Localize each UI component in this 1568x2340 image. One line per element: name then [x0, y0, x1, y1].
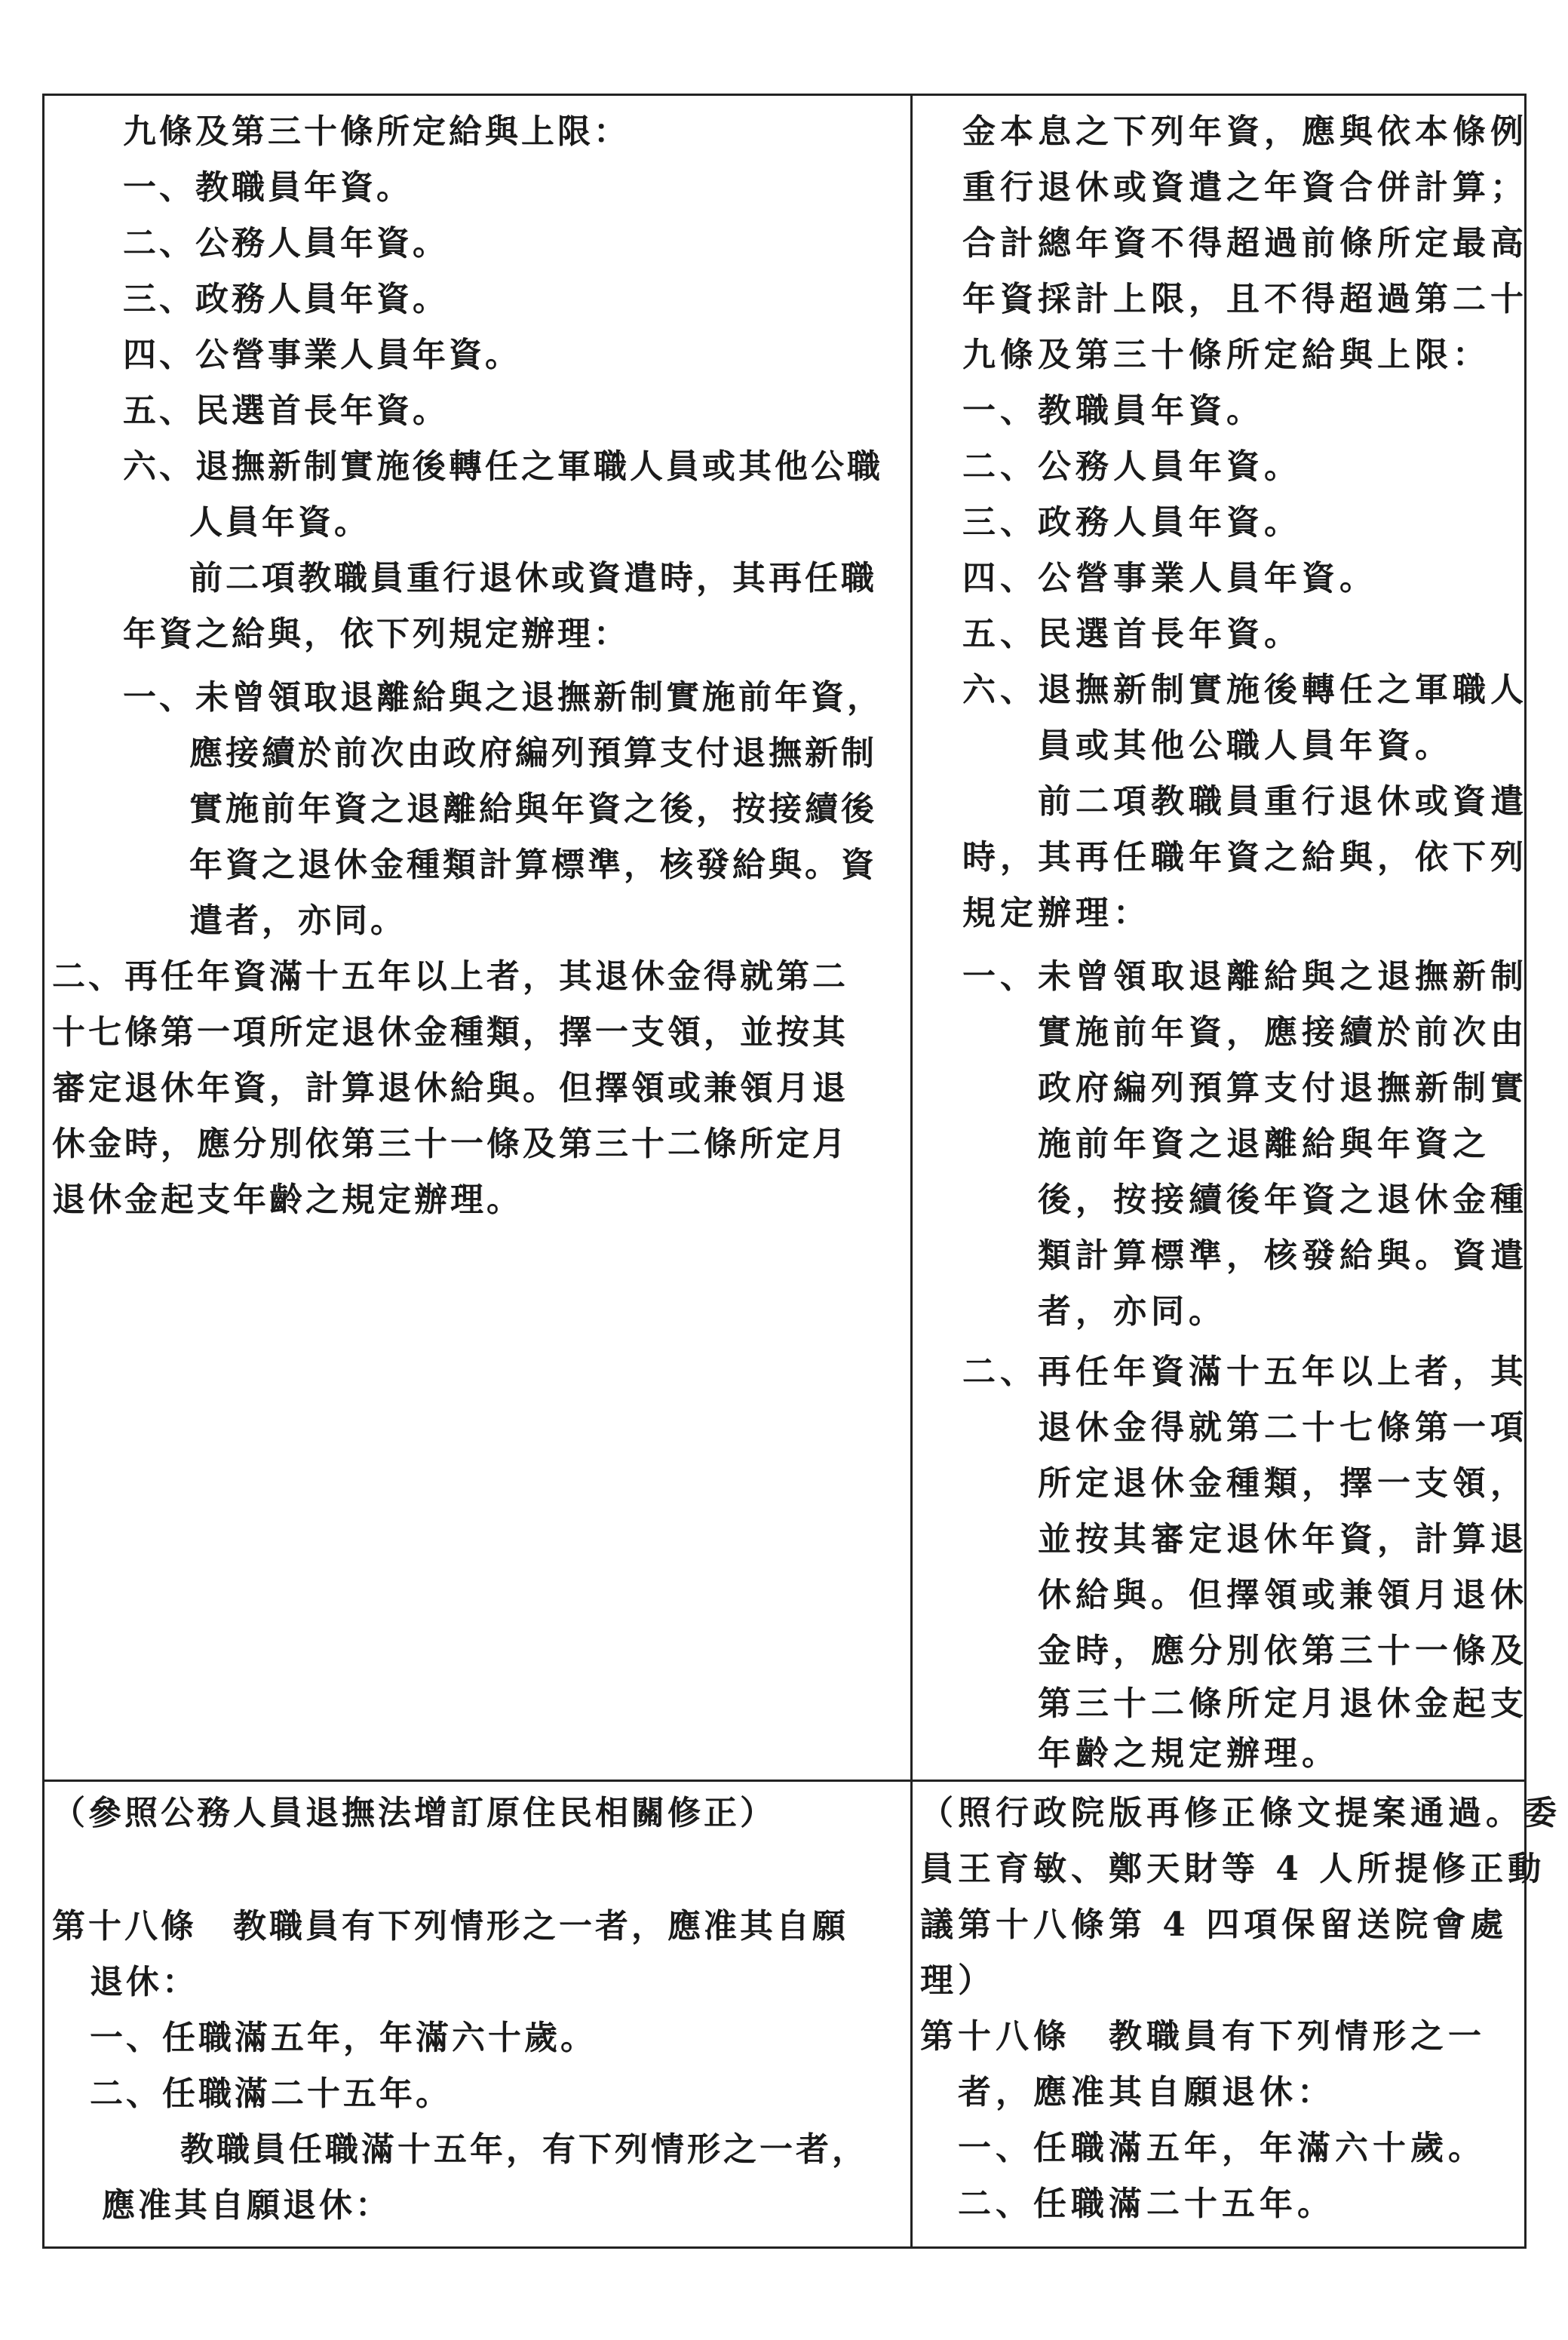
text-line: 九條及第三十條所定給與上限：: [962, 336, 1490, 374]
text-line: 退休金起支年齡之規定辦理。: [52, 1181, 523, 1219]
text-line: 者，亦同。: [1038, 1292, 1226, 1331]
text-line: 年資之給與，依下列規定辦理：: [123, 615, 630, 653]
right-top-cell: [913, 96, 1527, 1780]
text-line: 一、教職員年資。: [123, 168, 413, 207]
text-line: 規定辦理：: [962, 894, 1151, 932]
reference-note: （參照公務人員退撫法增訂原住民相關修正）: [52, 1794, 776, 1832]
text-line: 金本息之下列年資，應與依本條例: [962, 112, 1528, 151]
text-line: 退休：: [90, 1963, 198, 2001]
text-line: 者，應准其自願退休：: [958, 2073, 1335, 2111]
text-line: 金時，應分別依第三十一條及: [1038, 1632, 1528, 1670]
text-line: 一、教職員年資。: [962, 392, 1264, 430]
left-top-cell: [44, 96, 910, 1780]
text-line: 四、公營事業人員年資。: [123, 336, 521, 374]
text-line: 一、任職滿五年，年滿六十歲。: [90, 2019, 597, 2057]
text-line: 一、任職滿五年，年滿六十歲。: [958, 2129, 1486, 2167]
text-line: 年齡之規定辦理。: [1038, 1734, 1339, 1773]
text-line: 二、公務人員年資。: [123, 224, 449, 263]
text-line: 二、再任年資滿十五年以上者，其退休金得就第二: [52, 957, 848, 996]
text-line: 應接續於前次由政府編列預算支付退撫新制: [189, 734, 877, 772]
text-line: 類計算標準，核發給與。資遣: [1038, 1236, 1528, 1275]
text-line: 員或其他公職人員年資。: [1038, 726, 1453, 765]
right-bottom-cell: [913, 1782, 1561, 2251]
text-line: 第三十二條所定月退休金起支: [1038, 1684, 1528, 1723]
text-line: 所定退休金種類，擇一支領，: [1038, 1464, 1528, 1503]
text-line: 一、未曾領取退離給與之退撫新制: [962, 957, 1528, 996]
text-line: 政府編列預算支付退撫新制實: [1038, 1069, 1528, 1107]
text-line: 合計總年資不得超過前條所定最高: [962, 224, 1528, 263]
text-line: 年資採計上限，且不得超過第二十: [962, 280, 1528, 318]
text-line: 三、政務人員年資。: [962, 503, 1302, 542]
text-line: 四、公營事業人員年資。: [962, 559, 1377, 597]
text-line: 重行退休或資遣之年資合併計算；: [962, 168, 1528, 207]
text-line: 五、民選首長年資。: [123, 392, 449, 430]
text-line: 教職員任職滿十五年，有下列情形之一者，: [180, 2130, 868, 2169]
text-line: 六、退撫新制實施後轉任之軍職人員或其他公職: [123, 447, 883, 486]
text-line: 實施前年資之退離給與年資之後，按接續後: [189, 790, 877, 828]
text-line: 前二項教職員重行退休或資遣: [1038, 782, 1528, 821]
text-line: 二、公務人員年資。: [962, 447, 1302, 486]
text-line: 二、任職滿二十五年。: [90, 2074, 452, 2113]
text-line: 年資之退休金種類計算標準，核發給與。資: [189, 846, 877, 884]
article-heading: 第十八條 教職員有下列情形之一者，應准其自願: [52, 1907, 848, 1945]
text-line: 一、未曾領取退離給與之退撫新制實施前年資，: [123, 678, 883, 717]
text-line: 時，其再任職年資之給與，依下列: [962, 838, 1528, 877]
text-line: 二、任職滿二十五年。: [958, 2185, 1335, 2223]
text-line: 應准其自願退休：: [102, 2186, 391, 2225]
committee-note: 理）: [920, 1961, 996, 2000]
text-line: 九條及第三十條所定給與上限：: [123, 112, 630, 151]
text-line: 後，按接續後年資之退休金種: [1038, 1181, 1528, 1219]
text-line: 施前年資之退離給與年資之: [1038, 1125, 1490, 1163]
text-line: 前二項教職員重行退休或資遣時，其再任職: [189, 559, 877, 597]
text-line: 並按其審定退休年資，計算退: [1038, 1520, 1528, 1558]
text-line: 二、再任年資滿十五年以上者，其: [962, 1353, 1528, 1391]
text-line: 六、退撫新制實施後轉任之軍職人: [962, 671, 1528, 709]
left-bottom-cell: [44, 1782, 910, 2251]
text-line: 十七條第一項所定退休金種類，擇一支領，並按其: [52, 1013, 848, 1052]
committee-note: 議第十八條第 4 四項保留送院會處: [920, 1905, 1508, 1944]
text-line: 休金時，應分別依第三十一條及第三十二條所定月: [52, 1125, 848, 1163]
text-line: 退休金得就第二十七條第一項: [1038, 1408, 1528, 1447]
text-line: 遣者，亦同。: [189, 901, 407, 940]
text-line: 實施前年資，應接續於前次由: [1038, 1013, 1528, 1052]
committee-note: （照行政院版再修正條文提案通過。委: [920, 1794, 1561, 1832]
text-line: 審定退休年資，計算退休給與。但擇領或兼領月退: [52, 1069, 848, 1107]
text-line: 五、民選首長年資。: [962, 615, 1302, 653]
text-line: 人員年資。: [189, 503, 370, 542]
committee-note: 員王育敏、鄭天財等 4 人所提修正動: [920, 1850, 1546, 1888]
article-heading: 第十八條 教職員有下列情形之一: [920, 2017, 1486, 2056]
text-line: 休給與。但擇領或兼領月退休: [1038, 1576, 1528, 1614]
comparison-table: [42, 94, 1561, 2249]
text-line: 三、政務人員年資。: [123, 280, 449, 318]
